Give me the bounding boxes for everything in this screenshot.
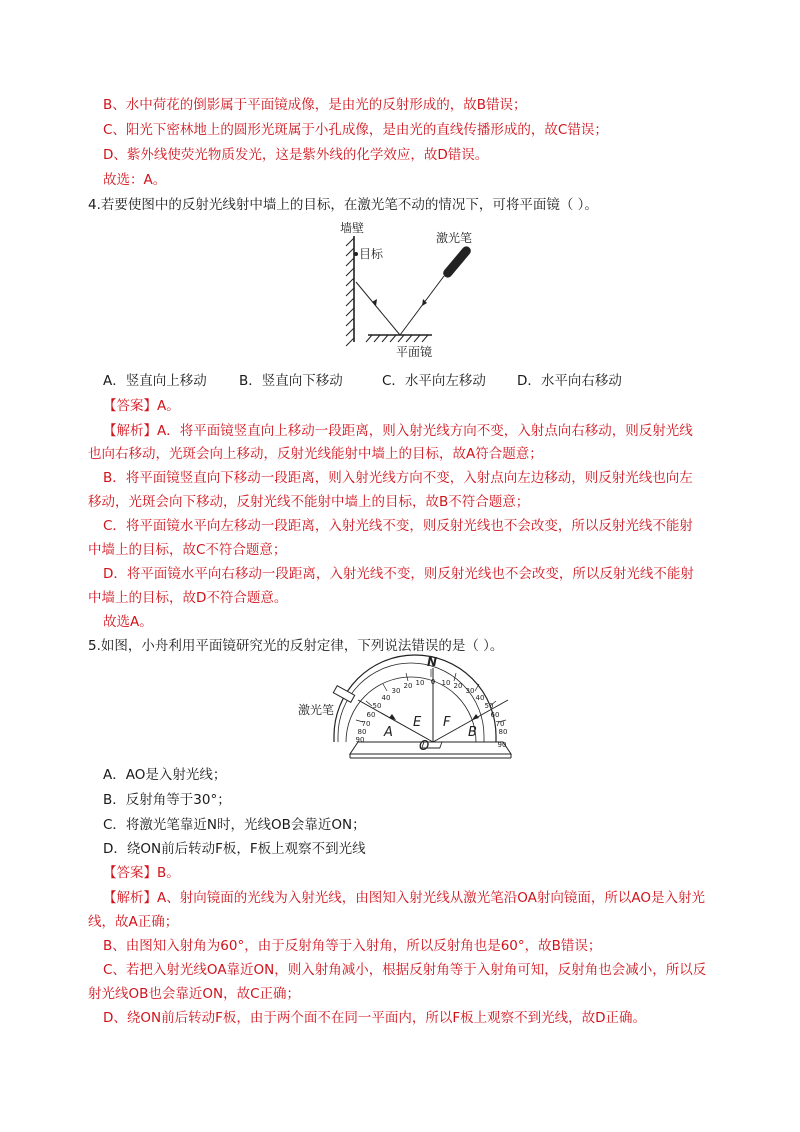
q4-option-b: B．竖直向下移动 — [239, 373, 343, 389]
scale-80-right: 80 — [498, 728, 508, 736]
scale-10-right: 10 — [441, 679, 451, 687]
point-a-label: A — [384, 725, 393, 740]
mirror-label: 平面镜 — [396, 345, 433, 359]
board-e-label: E — [413, 715, 422, 730]
q4-analysis-line-5: C．将平面镜水平向左移动一段距离，入射光线不变，则反射光线也不会改变，所以反射光线不能射 — [103, 518, 693, 534]
scale-70-left: 70 — [361, 720, 371, 728]
q4-option-d: D．水平向右移动 — [517, 373, 622, 389]
q4-option-a: A．竖直向上移动 — [103, 373, 207, 389]
normal-n-label: N — [427, 655, 438, 669]
q5-option-a: A．AO是入射光线； — [103, 767, 227, 783]
point-o-label: O — [419, 739, 430, 754]
q5-option-c: C．将激光笔靠近N时，光线OB会靠近ON； — [103, 817, 366, 833]
q4-mirror-diagram — [326, 214, 486, 364]
scale-30-left: 30 — [391, 687, 401, 695]
q5-analysis-line-5: 射光线OB也会靠近ON，故C正确； — [88, 986, 301, 1002]
scale-60-left: 60 — [366, 711, 376, 719]
scale-10-left: 10 — [415, 679, 425, 687]
q4-analysis-line-7: D．将平面镜水平向右移动一段距离，入射光线不变，则反射光线也不会改变，所以反射光线不能射 — [103, 566, 694, 582]
q3-option-c-explanation: C、阳光下密林地上的圆形光斑属于小孔成像，是由光的直线传播形成的，故C错误； — [103, 122, 608, 138]
scale-20-right: 20 — [453, 682, 463, 690]
q4-analysis-line-6: 中墙上的目标，故C不符合题意； — [88, 542, 287, 558]
scale-80-left: 80 — [357, 728, 367, 736]
q4-option-c: C．水平向左移动 — [382, 373, 486, 389]
q5-analysis-line-2: 线，故A正确； — [88, 914, 179, 930]
q3-option-b-explanation: B、水中荷花的倒影属于平面镜成像，是由光的反射形成的，故B错误； — [103, 97, 527, 113]
q5-option-b: B．反射角等于30°； — [103, 792, 231, 808]
q4-analysis-line-2: 也向右移动，光斑会向上移动，反射光线能射中墙上的目标，故A符合题意； — [88, 446, 543, 462]
q5-option-d: D．绕ON前后转动F板，F板上观察不到光线 — [103, 841, 366, 857]
scale-90-left: 90 — [355, 736, 365, 744]
q5-analysis-line-3: B、由图知入射角为60°，由于反射角等于入射角，所以反射角也是60°，故B错误； — [103, 938, 602, 954]
q5-analysis-line-1: 【解析】A、射向镜面的光线为入射光线，由图知入射光线从激光笔沿OA射向镜面，所以AO是入射光 — [103, 890, 705, 906]
scale-20-left: 20 — [403, 682, 413, 690]
scale-60-right: 60 — [490, 711, 500, 719]
target-label: 目标 — [359, 247, 384, 261]
scale-50-left: 50 — [372, 702, 382, 710]
q4-analysis-line-8: 中墙上的目标，故D不符合题意。 — [88, 590, 288, 606]
scale-30-right: 30 — [465, 687, 475, 695]
scale-90-right: 90 — [497, 741, 507, 749]
laser-pen-label: 激光笔 — [298, 703, 335, 717]
q5-stem: 5.如图，小舟利用平面镜研究光的反射定律，下列说法错误的是（ ）。 — [88, 638, 504, 654]
point-b-label: B — [468, 725, 477, 740]
board-f-label: F — [443, 715, 451, 730]
q4-stem: 4.若要使图中的反射光线射中墙上的目标，在激光笔不动的情况下，可将平面镜（ ）。 — [88, 197, 598, 213]
q5-analysis-line-4: C、若把入射光线OA靠近ON，则入射角减小，根据反射角等于入射角可知，反射角也会减小，所以反 — [103, 962, 707, 978]
scale-70-right: 70 — [495, 720, 505, 728]
scale-0: 0 — [430, 678, 436, 686]
scale-40-right: 40 — [475, 694, 485, 702]
q4-answer: 【答案】A。 — [103, 398, 180, 414]
q3-option-d-explanation: D、紫外线使荧光物质发光，这是紫外线的化学效应，故D错误。 — [103, 147, 489, 163]
q4-analysis-line-1: 【解析】A．将平面镜竖直向上移动一段距离，则入射光线方向不变，入射点向右移动，则反射光线 — [103, 423, 693, 439]
scale-50-right: 50 — [484, 702, 494, 710]
q5-analysis-line-6: D、绕ON前后转动F板，由于两个面不在同一平面内，所以F板上观察不到光线，故D正确。 — [103, 1010, 647, 1026]
laser-pen-label: 激光笔 — [436, 231, 473, 245]
q4-analysis-line-4: 移动，光斑会向下移动，反射光线不能射中墙上的目标，故B不符合题意； — [88, 494, 530, 510]
q5-reflection-diagram — [296, 654, 516, 760]
wall-label: 墙壁 — [340, 221, 365, 235]
scale-40-left: 40 — [381, 694, 391, 702]
q4-analysis-line-9: 故选A。 — [103, 614, 153, 630]
q3-conclusion: 故选：A。 — [103, 172, 167, 188]
q5-answer: 【答案】B。 — [103, 865, 180, 881]
q4-analysis-line-3: B．将平面镜竖直向下移动一段距离，则入射光线方向不变，入射点向左边移动，则反射光线也向左 — [103, 470, 693, 486]
